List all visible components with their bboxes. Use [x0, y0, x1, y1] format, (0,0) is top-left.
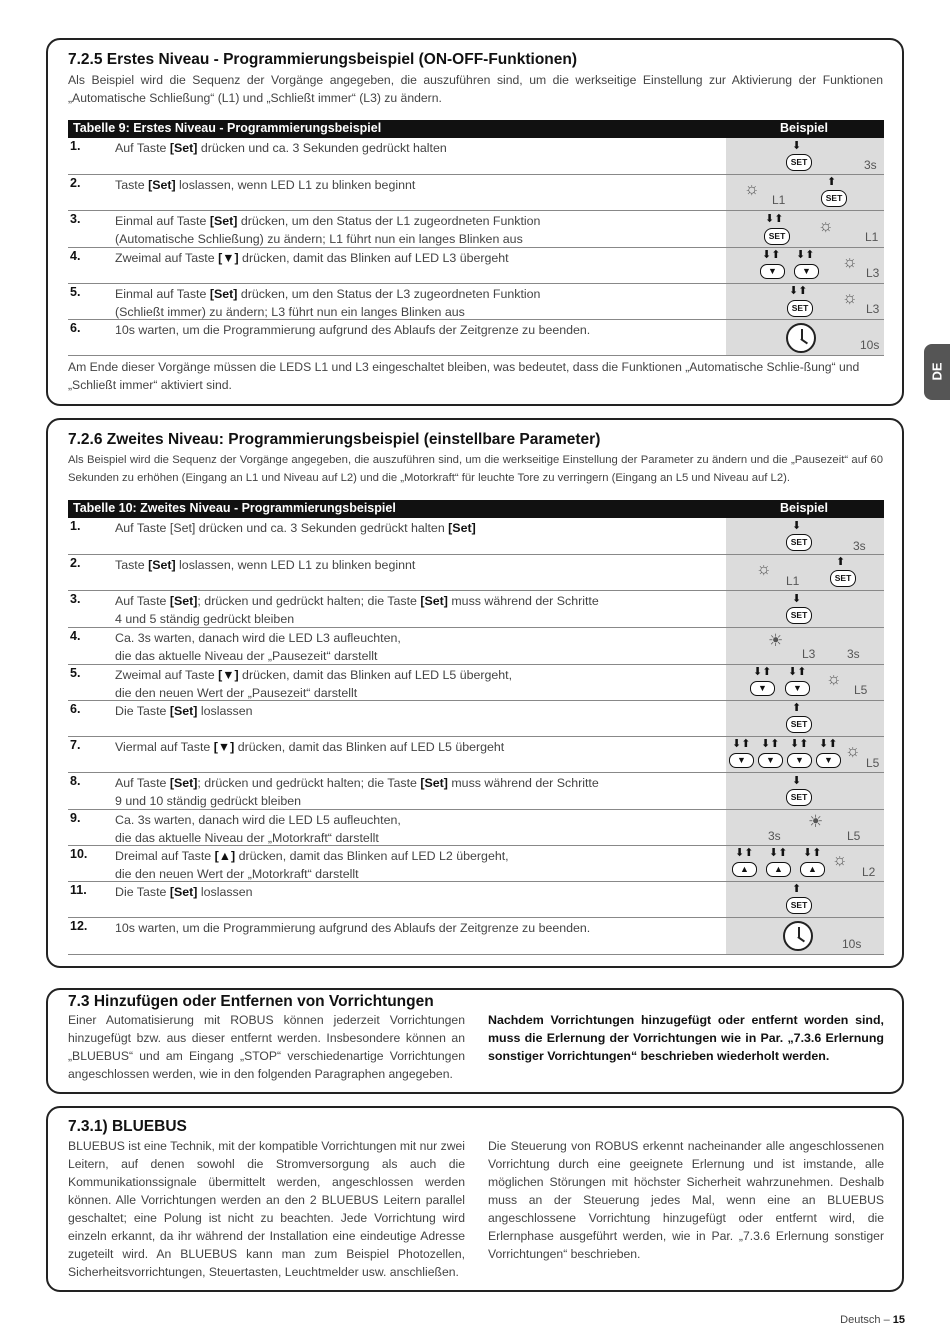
step-number: 12.: [70, 919, 88, 933]
led-label: L1: [786, 574, 800, 588]
table-row: [68, 628, 884, 665]
step-number: 11.: [70, 883, 87, 897]
section-7-3: [46, 988, 904, 1094]
table-row: [68, 211, 884, 248]
step-number: 3.: [70, 212, 81, 226]
table-9: [68, 120, 884, 392]
example-cell: [726, 882, 884, 917]
table-row: [68, 846, 884, 882]
led-label: L2: [862, 865, 876, 879]
led-label: L1: [865, 230, 879, 244]
step-text: Einmal auf Taste [Set] drücken, um den Status der L1 zugeordneten Funktion (Automatische Schließung) zu ändern; L1 führt nun ein langes Blinken aus: [115, 214, 541, 246]
release-arrow-icon: ⬆: [836, 556, 846, 568]
up-key-icon: ▲: [766, 862, 791, 877]
press-release-arrow-icon: ⬇⬆: [790, 738, 809, 750]
section-7-2-5: [46, 38, 904, 406]
led-blink-icon: ☼: [845, 741, 861, 760]
step-text: Zweimal auf Taste [▼] drücken, damit das Blinken auf LED L3 übergeht: [115, 251, 509, 265]
step-text: 10s warten, um die Programmierung aufgrund des Ablaufs der Zeitgrenze zu beenden.: [115, 323, 591, 337]
example-cell: [726, 918, 884, 954]
led-on-icon: ☀: [768, 631, 784, 650]
led-label: L3: [802, 647, 816, 661]
table-row: [68, 737, 884, 773]
step-number: 4.: [70, 629, 81, 643]
table-row: [68, 248, 884, 284]
step-text: Ca. 3s warten, danach wird die LED L5 aufleuchten, die das aktuelle Niveau der „Motorkraft“ darstellt: [115, 813, 401, 845]
press-release-arrow-icon: ⬇⬆: [735, 847, 754, 859]
table-row: [68, 591, 884, 628]
set-key-icon: SET: [786, 607, 812, 624]
table-row: [68, 138, 884, 175]
table-row: [68, 773, 884, 810]
release-arrow-icon: ⬆: [792, 702, 802, 714]
release-arrow-icon: ⬆: [792, 883, 802, 895]
step-number: 1.: [70, 519, 81, 533]
down-key-icon: ▼: [750, 681, 775, 696]
down-key-icon: ▼: [794, 264, 819, 279]
table-row: [68, 882, 884, 918]
led-blink-icon: ☼: [832, 850, 848, 869]
press-arrow-icon: ⬇: [792, 593, 802, 605]
press-release-arrow-icon: ⬇⬆: [762, 249, 781, 261]
press-release-arrow-icon: ⬇⬆: [796, 249, 815, 261]
press-release-arrow-icon: ⬇⬆: [789, 285, 808, 297]
set-key-icon: SET: [787, 300, 813, 317]
example-header: Beispiel: [780, 121, 828, 135]
led-on-icon: ☀: [808, 812, 824, 831]
press-release-arrow-icon: ⬇⬆: [761, 738, 780, 750]
example-cell: [726, 701, 884, 736]
led-label: L3: [866, 266, 880, 280]
step-text: Auf Taste [Set]; drücken und gedrückt halten; die Taste [Set] muss während der Schritte 9 und 10 ständig gedrückt bleiben: [115, 776, 599, 808]
press-release-arrow-icon: ⬇⬆: [819, 738, 838, 750]
table-row: [68, 665, 884, 701]
step-number: 8.: [70, 774, 81, 788]
time-label: 3s: [864, 158, 877, 172]
section-title: 7.2.5 Erstes Niveau - Programmierungsbeispiel (ON-OFF-Funktionen): [68, 51, 578, 68]
step-text: Viermal auf Taste [▼] drücken, damit das Blinken auf LED L5 übergeht: [115, 740, 505, 754]
press-release-arrow-icon: ⬇⬆: [753, 666, 772, 678]
led-blink-icon: ☼: [842, 288, 858, 307]
down-key-icon: ▼: [816, 753, 841, 768]
step-text: Einmal auf Taste [Set] drücken, um den Status der L3 zugeordneten Funktion (Schließt immer) zu ändern; L3 führt nun ein langes Blinken aus: [115, 287, 541, 319]
press-arrow-icon: ⬇: [792, 775, 802, 787]
section-title: 7.3.1) BLUEBUS: [68, 1118, 187, 1135]
set-key-icon: SET: [764, 228, 790, 245]
down-key-icon: ▼: [729, 753, 754, 768]
example-cell: [726, 846, 884, 881]
step-text: Die Taste [Set] loslassen: [115, 885, 253, 899]
down-key-icon: ▼: [787, 753, 812, 768]
down-key-icon: ▼: [760, 264, 785, 279]
step-text: 10s warten, um die Programmierung aufgrund des Ablaufs der Zeitgrenze zu beenden.: [115, 921, 591, 935]
step-text: Auf Taste [Set] drücken und ca. 3 Sekunden gedrückt halten: [115, 141, 447, 155]
led-blink-icon: ☼: [826, 669, 842, 688]
time-label: 10s: [842, 937, 862, 951]
section-title: 7.3 Hinzufügen oder Entfernen von Vorrichtungen: [68, 993, 434, 1010]
table-row: [68, 320, 884, 356]
set-key-icon: SET: [786, 534, 812, 551]
press-release-arrow-icon: ⬇⬆: [788, 666, 807, 678]
example-cell: [726, 555, 884, 590]
led-blink-icon: ☼: [744, 179, 760, 198]
step-text: Dreimal auf Taste [▲] drücken, damit das Blinken auf LED L2 übergeht, die den neuen Wert der „Motorkraft“ darstellt: [115, 849, 509, 881]
step-text: Zweimal auf Taste [▼] drücken, damit das Blinken auf LED L5 übergeht, die den neuen Wert der „Pausezeit“ darstellt: [115, 668, 513, 700]
led-label: L1: [772, 193, 786, 207]
table-header: [68, 500, 884, 518]
led-label: L5: [854, 683, 868, 697]
press-arrow-icon: ⬇: [792, 140, 802, 152]
example-header: Beispiel: [780, 501, 828, 515]
press-release-arrow-icon: ⬇⬆: [803, 847, 822, 859]
step-text: Auf Taste [Set]; drücken und gedrückt halten; die Taste [Set] muss während der Schritte 4 und 5 ständig gedrückt bleiben: [115, 594, 599, 626]
step-number: 5.: [70, 666, 81, 680]
press-arrow-icon: ⬇: [792, 520, 802, 532]
language-tab: [924, 344, 950, 400]
section-7-2-6: [46, 418, 904, 968]
set-key-icon: SET: [786, 716, 812, 733]
step-number: 6.: [70, 702, 81, 716]
section-title: 7.2.6 Zweites Niveau: Programmierungsbeispiel (einstellbare Parameter): [68, 431, 601, 448]
footer-language: Deutsch –: [840, 1314, 890, 1326]
step-number: 3.: [70, 592, 81, 606]
step-text: Taste [Set] loslassen, wenn LED L1 zu blinken beginnt: [115, 178, 416, 192]
example-cell: [726, 211, 884, 247]
example-cell: [726, 737, 884, 772]
table-row: [68, 284, 884, 320]
step-number: 7.: [70, 738, 81, 752]
step-number: 9.: [70, 811, 81, 825]
time-label: 3s: [847, 647, 860, 661]
table-row: [68, 918, 884, 955]
section-intro: Als Beispiel wird die Sequenz der Vorgänge angegeben, die auszuführen sind, um die werkseitige Einstellung der Parameter zu ändern und die „Pausezeit“ auf 60 Sekunden zu erhöhen (Eingang an L1 und Niveau auf L2) und die „Motorkraft“ für leuchte Tore zu verringern (Eingang an L5 und Niveau auf L2).: [68, 454, 883, 484]
section-right-column: Die Steuerung von ROBUS erkennt nacheinander alle angeschlossenen Vorrichtung durch eine geeignete Erlernung und ist imstande, alle möglichen Störungen mit höchster Sicherheit wahrzunehmen. Deshalb muss an der Steuerung jedes Mal, wenn eine an BLUEBUS angeschlossene Vorrichtung hinzugefügt oder entfernt wird, die Erlernphase ausgeführt werden, wie in Par. „7.3.6 Erlernung sonstiger Vorrichtungen“ beschrieben.: [488, 1139, 884, 1261]
led-blink-icon: ☼: [756, 559, 772, 578]
press-release-arrow-icon: ⬇⬆: [732, 738, 751, 750]
down-key-icon: ▼: [785, 681, 810, 696]
table-row: [68, 175, 884, 211]
time-label: 3s: [853, 539, 866, 553]
example-cell: [726, 284, 884, 319]
section-left-column: Einer Automatisierung mit ROBUS können jederzeit Vorrichtungen hinzugefügt bzw. aus dieser entfernt werden. Insbesondere können an „BLUEBUS“ und am Eingang „STOP“ verschiedenartige Vorrichtungen angeschlossen werden, wie in den folgenden Paragraphen angegeben.: [68, 1013, 465, 1081]
step-text: Ca. 3s warten, danach wird die LED L3 aufleuchten, die das aktuelle Niveau der „Pausezeit“ darstellt: [115, 631, 401, 663]
step-text: Taste [Set] loslassen, wenn LED L1 zu blinken beginnt: [115, 558, 416, 572]
led-label: L3: [866, 302, 880, 316]
table-row: [68, 701, 884, 737]
example-cell: [726, 175, 884, 210]
table-10: [68, 500, 884, 955]
set-key-icon: SET: [786, 897, 812, 914]
table-title: Tabelle 9: Erstes Niveau - Programmierungsbeispiel: [73, 121, 382, 135]
time-label: 3s: [768, 829, 781, 843]
up-key-icon: ▲: [732, 862, 757, 877]
clock-icon: [783, 921, 813, 951]
page-footer: [840, 1314, 905, 1326]
language-tab-label: DE: [929, 362, 945, 381]
section-7-3-1: [46, 1106, 904, 1292]
section-left-column: BLUEBUS ist eine Technik, mit der kompatible Vorrichtungen mit nur zwei Leitern, auf denen sowohl die Stromversorgung als auch die Kommunikationssignale übermittelt werden, angeschlossen werden können. Alle Vorrichtungen werden an den 2 BLUEBUS Leitern parallel geschaltet; eine Polung ist nicht zu beachten. Jede Vorrichtung wird einzeln erkannt, da ihr während der Installation eine eindeutige Adresse zugeteilt wird. An BLUEBUS kann man zum Beispiel Photozellen, Sicherheitsvorrichtungen, Steuertasten, Leuchtmelder usw. anschließen.: [68, 1139, 465, 1279]
example-cell: [726, 138, 884, 174]
step-number: 2.: [70, 176, 81, 190]
step-number: 4.: [70, 249, 81, 263]
example-cell: [726, 591, 884, 627]
step-text: Auf Taste [Set] drücken und ca. 3 Sekunden gedrückt halten [Set]: [115, 521, 476, 535]
table-row: [68, 518, 884, 555]
up-key-icon: ▲: [800, 862, 825, 877]
step-text: Die Taste [Set] loslassen: [115, 704, 253, 718]
set-key-icon: SET: [821, 190, 847, 207]
led-label: L5: [847, 829, 861, 843]
down-key-icon: ▼: [758, 753, 783, 768]
press-release-arrow-icon: ⬇⬆: [765, 213, 784, 225]
table-row: [68, 810, 884, 846]
example-cell: [726, 628, 884, 664]
table-header: [68, 120, 884, 138]
set-key-icon: SET: [786, 789, 812, 806]
step-number: 5.: [70, 285, 81, 299]
section-intro: Als Beispiel wird die Sequenz der Vorgänge angegeben, die auszuführen sind, um die werkseitige Einstellung zur Aktivierung der Funktionen „Automatische Schließung“ (L1) und „Schließt immer“ (L3) zu ändern.: [68, 73, 883, 105]
led-label: L5: [866, 756, 880, 770]
section-right-column: Nachdem Vorrichtungen hinzugefügt oder entfernt worden sind, muss die Erlernung der Vorrichtungen wie in Par. „7.3.6 Erlernung sonstiger Vorrichtungen“ beschrieben wiederholt werden.: [488, 1013, 884, 1063]
example-cell: [726, 665, 884, 700]
table-title: Tabelle 10: Zweites Niveau - Programmierungsbeispiel: [73, 501, 396, 515]
release-arrow-icon: ⬆: [827, 176, 837, 188]
page-number: 15: [892, 1314, 905, 1326]
example-cell: [726, 773, 884, 809]
step-number: 1.: [70, 139, 81, 153]
step-number: 6.: [70, 321, 81, 335]
step-number: 2.: [70, 556, 81, 570]
example-cell: [726, 248, 884, 283]
led-blink-icon: ☼: [818, 216, 834, 235]
press-release-arrow-icon: ⬇⬆: [769, 847, 788, 859]
table-footnote: Am Ende dieser Vorgänge müssen die LEDS L1 und L3 eingeschaltet bleiben, was bedeutet, dass die Funktionen „Automatische Schlie-ßung“ und „Schließt immer“ aktiviert sind.: [68, 360, 860, 392]
led-blink-icon: ☼: [842, 252, 858, 271]
example-cell: [726, 320, 884, 355]
clock-icon: [786, 323, 816, 353]
table-row: [68, 555, 884, 591]
set-key-icon: SET: [830, 570, 856, 587]
example-cell: [726, 810, 884, 845]
example-cell: [726, 518, 884, 554]
step-number: 10.: [70, 847, 88, 861]
time-label: 10s: [860, 338, 880, 352]
set-key-icon: SET: [786, 154, 812, 171]
